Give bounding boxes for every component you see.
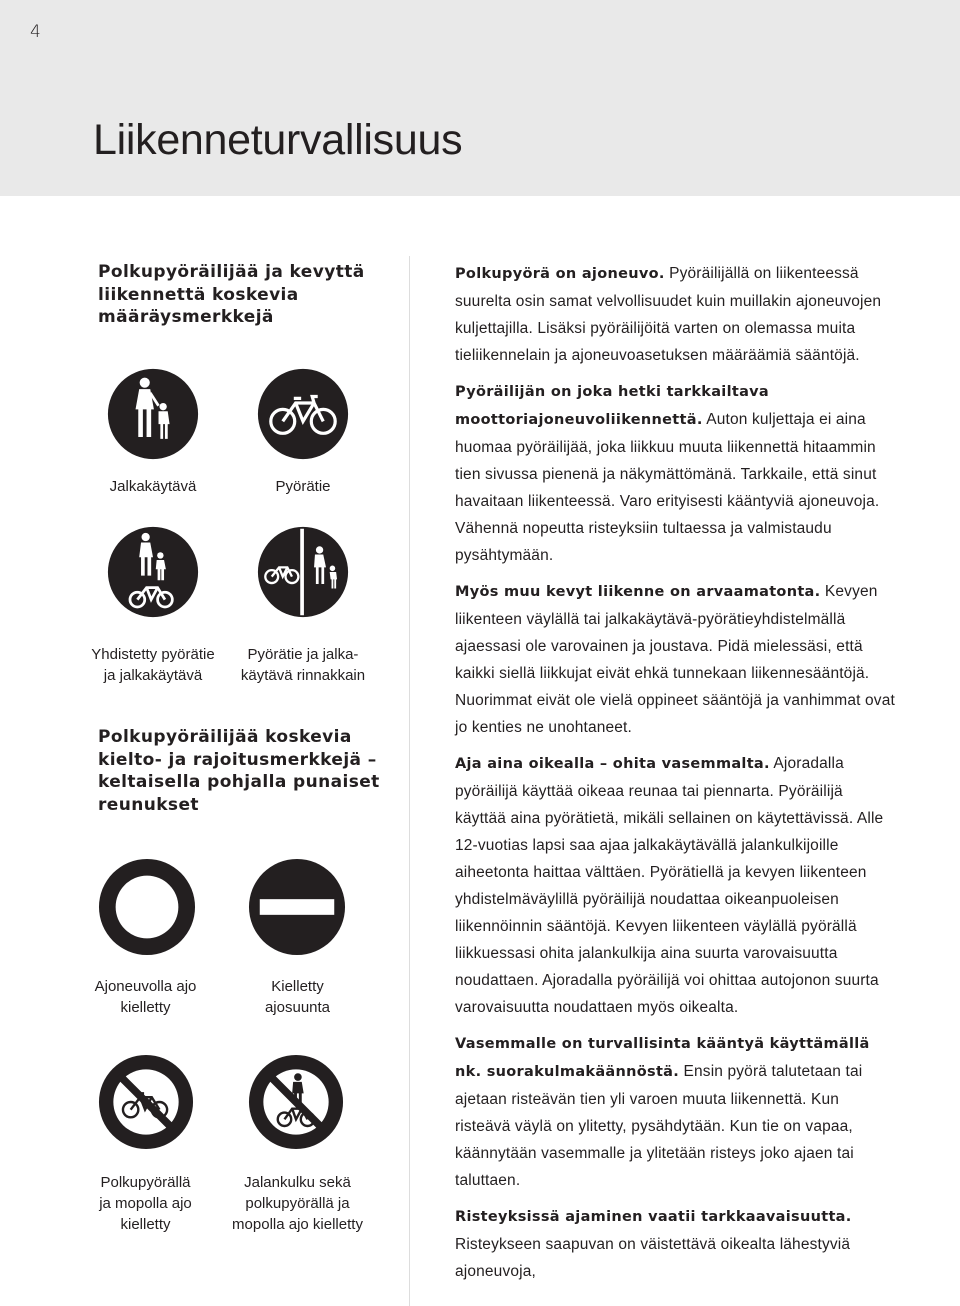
caption-line: Yhdistetty pyörätie: [91, 646, 215, 663]
paragraph-text: Ensin pyörä talutetaan tai ajetaan risteävän tien yli varoen muuta liikennettä. Kun risteävä väylä on ylitetty, pysähdytään. Kun tie on vapaa, käännytään vasemmalle ja ylitetään risteys joko ajaen tai taluttaen.: [455, 1063, 863, 1189]
caption-line: Pyörätie: [275, 478, 331, 495]
caption-line: Pyörätie ja jalka-: [247, 646, 359, 663]
caption-combined-path: [73, 644, 233, 686]
page-number: 4: [30, 22, 41, 42]
caption-line: Jalankulku sekä: [244, 1174, 351, 1191]
caption-line: Kielletty: [271, 978, 324, 995]
caption-line: kielletty: [120, 1216, 171, 1233]
body-text-column: [455, 260, 895, 1294]
paragraph: [455, 750, 895, 1021]
no-vehicles-sign-icon: [98, 858, 196, 956]
paragraph-text: Kevyen liikenteen väylällä tai jalkakäytävä-pyörätieyhdistelmällä ajaessasi ole varovainen ja joustava. Pidä mielessäsi, että kaikki siellä liikkujat eivät ehkä tunnekaan liikennesääntöjä. Nuorimmat eivät ole vielä oppineet sääntöjä ja vanhimmat ovat jo kenties ne unohtaneet.: [455, 583, 895, 736]
caption-line: mopolla ajo kielletty: [232, 1216, 363, 1233]
paragraph: [455, 1203, 895, 1285]
section-heading-mandatory-signs: Polkupyöräilijää ja kevyttä liikennettä koskevia määräysmerkkejä: [98, 262, 365, 327]
caption-no-vehicles: [73, 976, 218, 1018]
caption-no-pedestrians-bicycles: [215, 1172, 380, 1235]
caption-no-bicycles: [73, 1172, 218, 1235]
caption-line: käytävä rinnakkain: [240, 667, 366, 684]
caption-line: ja jalkakäytävä: [103, 667, 203, 684]
header-band: [0, 0, 960, 196]
paragraph-text: Pyöräilijällä on liikenteessä suurelta osin samat velvollisuudet kuin muillakin ajoneuvojen kuljettajilla. Lisäksi pyöräilijöitä varten on olemassa muita tieliikennelain ja ajoneuvoasetuksen määräämiä sääntöjä.: [455, 265, 882, 364]
caption-line: ja mopolla ajo: [99, 1195, 192, 1212]
paragraph-lead: Vasemmalle on turvallisinta kääntyä käyttämällä nk. suorakulmakäännöstä.: [455, 1036, 870, 1080]
caption-line: Ajoneuvolla ajo: [94, 978, 197, 995]
paragraph-text: Ajoradalla pyöräilijä käyttää oikeaa reunaa tai piennarta. Pyöräilijä käyttää aina pyörätietä, mikäli sellainen on käytettävissä. Alle 12-vuotias lapsi saa ajaa jalkakäytävällä jalankulkijoille aiheetonta haittaa välttäen. Pyörätiellä ja kevyen liikenteen yhdistelmäväylillä pyöräilijä noudattaa oikeanpuoleisen liikennöinnin sääntöjä. Kevyen liikenteen väylällä pyörällä liikkuessasi ohita jalankulkija aina suurta varovaisuutta noudattaen. Ajoradalla pyöräilijä voi ohittaa autojonon suurta varovaisuutta noudattaen myös oikealta.: [455, 755, 884, 1016]
no-pedestrians-bicycles-sign-icon: [248, 1054, 344, 1150]
section-heading-prohibition-signs: Polkupyöräilijää koskevia kielto- ja rajoitusmerkkejä – keltaisella pohjalla punaiset reunukset: [98, 727, 380, 815]
caption-bicycle-path: [233, 476, 373, 497]
caption-parallel-path: [218, 644, 388, 686]
no-bicycles-sign-icon: [98, 1054, 194, 1150]
combined-path-sign-icon: [107, 526, 199, 618]
parallel-path-sign-icon: [257, 526, 349, 618]
paragraph-lead: Myös muu kevyt liikenne on arvaamatonta.: [455, 584, 821, 600]
column-divider: [409, 256, 410, 1306]
no-entry-sign-icon: [248, 858, 346, 956]
paragraph: [455, 260, 895, 369]
paragraph-lead: Aja aina oikealla – ohita vasemmalta.: [455, 756, 770, 772]
paragraph: [455, 378, 895, 569]
pedestrian-path-sign-icon: [107, 368, 199, 460]
caption-line: ajosuunta: [264, 999, 331, 1016]
paragraph-text: Risteykseen saapuvan on väistettävä oikealta lähestyviä ajoneuvoja,: [455, 1236, 851, 1280]
paragraph-text: Auton kuljettaja ei aina huomaa pyöräilijää, joka liikkuu muuta liikennettä hitaammin tien sivussa pienenä ja näkymättömänä. Tarkkaile, että sinut havaitaan liikenteessä. Varo erityisesti kääntyviä ajoneuvoja. Vähennä nopeutta risteyksiin tultaessa ja valmistaudu pysähtymään.: [455, 411, 880, 564]
bicycle-path-sign-icon: [257, 368, 349, 460]
paragraph-lead: Pyöräilijän on joka hetki tarkkailtava moottoriajoneuvoliikennettä.: [455, 384, 770, 428]
paragraph: [455, 578, 895, 741]
paragraph-lead: Risteyksissä ajaminen vaatii tarkkaavaisuutta.: [455, 1209, 852, 1225]
caption-no-entry: [225, 976, 370, 1018]
paragraph: [455, 1030, 895, 1194]
caption-line: Polkupyörällä: [100, 1174, 191, 1191]
page-title: Liikenneturvallisuus: [93, 116, 463, 164]
caption-line: polkupyörällä ja: [245, 1195, 350, 1212]
caption-pedestrian-path: [83, 476, 223, 497]
caption-line: Jalkakäytävä: [109, 478, 197, 495]
caption-line: kielletty: [120, 999, 171, 1016]
paragraph-lead: Polkupyörä on ajoneuvo.: [455, 266, 665, 282]
